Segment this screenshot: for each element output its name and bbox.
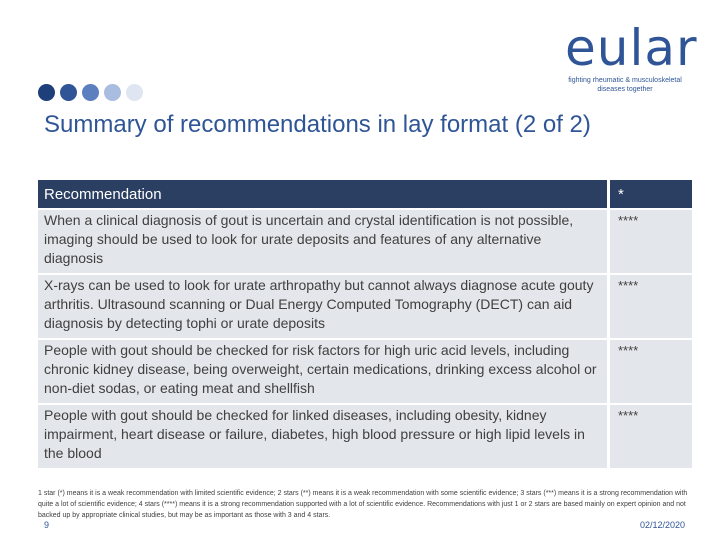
date: 02/12/2020 [640,520,686,530]
logo-tagline: fighting rheumatic & musculoskeletal diseases together [568,77,682,93]
recommendation-text: People with gout should be checked for linked diseases, including obesity, kidney impairment, heart disease or failure, diabetes, high blood pressure or high lipid levels in the blood [38,405,607,468]
dot-2 [60,84,77,101]
footnote: 1 star (*) means it is a weak recommendation with limited scientific evidence; 2 stars (**) means it is a weak recommendation with some scientific evidence; 3 stars (***) means it is a strong recommendation with quite a lot of scientific evidence; 4 stars (****) means it is a strong recommendation supported with a lot of scientific evidence. Recommendations with just 1 or 2 stars are based mainly on expert opinion and not backed up by appropriate clinical studies, but may be as important as those with 3 and 4 stars. [38,490,688,519]
logo-wordmark: eular [565,19,698,77]
header-recommendation: Recommendation [38,180,607,208]
dot-4 [104,84,121,101]
recommendation-stars: **** [607,210,692,273]
table-row [38,405,692,468]
header-stars: * [607,180,692,208]
eular-logo [555,20,705,100]
dot-3 [82,84,99,101]
table-row [38,340,692,403]
recommendation-text: People with gout should be checked for risk factors for high uric acid levels, including chronic kidney disease, being overweight, certain medications, drinking excess alcohol or non-diet sodas, or eating meat and shellfish [38,340,607,403]
table-row [38,275,692,338]
page-title: Summary of recommendations in lay format (2 of 2) [44,111,591,138]
recommendation-text: When a clinical diagnosis of gout is uncertain and crystal identification is not possible, imaging should be used to look for urate deposits and features of any alternative diagnosis [38,210,607,273]
page-number: 9 [44,520,50,530]
recommendations-table [38,178,692,470]
recommendation-stars: **** [607,275,692,338]
recommendation-stars: **** [607,340,692,403]
table-row [38,210,692,273]
decorative-dots [38,84,143,102]
table-header-row [38,180,692,208]
recommendation-text: X-rays can be used to look for urate arthropathy but cannot always diagnose acute gouty arthritis. Ultrasound scanning or Dual Energy Computed Tomography (DECT) can aid diagnosis by detecting tophi or urate deposits [38,275,607,338]
recommendation-stars: **** [607,405,692,468]
dot-1 [38,84,55,101]
dot-5 [126,84,143,101]
